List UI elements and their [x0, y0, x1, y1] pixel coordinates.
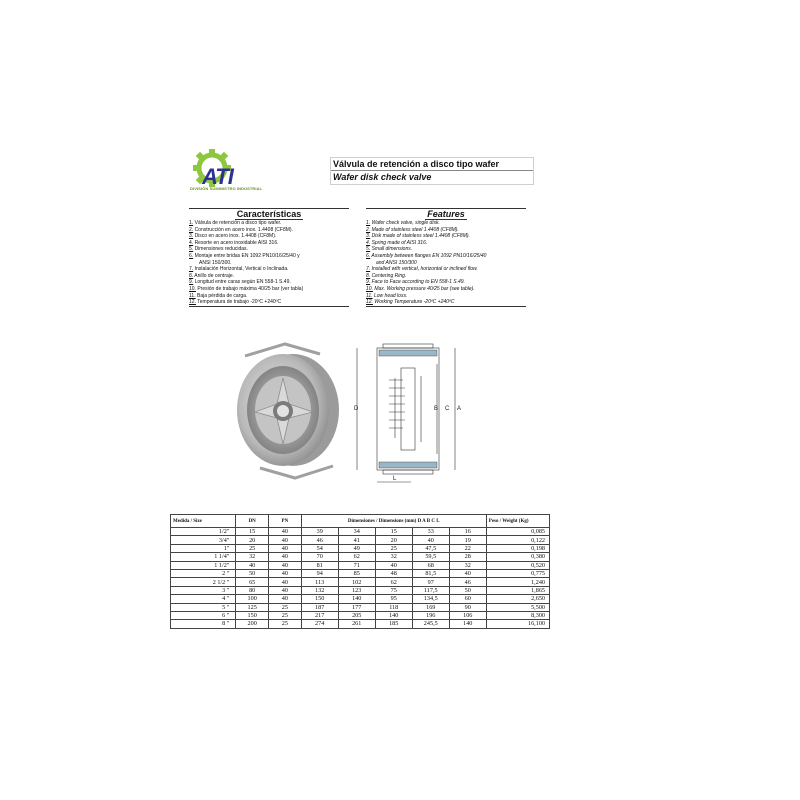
col-size: Medida / Size: [171, 515, 236, 528]
feature-text: Resorte en acero inoxidable AISI 316.: [194, 239, 279, 246]
feature-item: [366, 240, 526, 247]
table-cell: 1": [171, 544, 236, 552]
title-divider: [331, 170, 533, 171]
valve-photo: [225, 338, 345, 480]
table-cell: 80: [236, 586, 269, 594]
table-cell: 245,5: [412, 620, 449, 628]
ati-logo: [192, 148, 262, 190]
feature-number: 8.: [189, 272, 194, 279]
table-cell: 5 ": [171, 603, 236, 611]
table-cell: 94: [301, 569, 338, 577]
table-cell: 40: [269, 536, 302, 544]
feature-number: 7.: [366, 266, 371, 273]
feature-item: [189, 227, 349, 234]
table-cell: 20: [236, 536, 269, 544]
features-english-list: [366, 220, 526, 307]
table-cell: 2 ": [171, 569, 236, 577]
table-cell: 40: [269, 569, 302, 577]
dim-label-d: D: [354, 406, 359, 412]
table-cell: 16,100: [486, 620, 549, 628]
feature-text: Baja pérdida de carga.: [196, 292, 248, 299]
table-cell: 187: [301, 603, 338, 611]
table-cell: 185: [375, 620, 412, 628]
feature-text: Válvula de retención a disco tipo wafer.: [194, 220, 282, 226]
table-cell: 25: [269, 611, 302, 619]
feature-text: Wafer check valve, single disk.: [371, 220, 440, 226]
table-cell: 46: [301, 536, 338, 544]
dim-label-a: A: [457, 406, 462, 412]
dim-label-b: B: [434, 406, 439, 412]
table-cell: 261: [338, 620, 375, 628]
table-cell: 65: [236, 578, 269, 586]
feature-number: 6.: [366, 252, 371, 259]
dim-label-l: L: [393, 476, 397, 482]
table-row: [171, 595, 550, 603]
table-cell: 40: [269, 561, 302, 569]
feature-text: Installed with vertical, horizontal or inclined flow.: [371, 266, 478, 273]
table-cell: 0,085: [486, 528, 549, 536]
feature-item: [189, 240, 349, 247]
table-row: [171, 553, 550, 561]
table-cell: 0,380: [486, 553, 549, 561]
feature-number: 5.: [366, 246, 371, 253]
table-cell: 75: [375, 586, 412, 594]
feature-text: Small dimensions.: [371, 246, 413, 253]
table-cell: 40: [269, 586, 302, 594]
feature-number: 12.: [366, 299, 373, 306]
feature-text: Centering Ring.: [371, 272, 407, 279]
table-cell: 40: [236, 561, 269, 569]
table-cell: 117,5: [412, 586, 449, 594]
table-cell: 0,198: [486, 544, 549, 552]
table-cell: 196: [412, 611, 449, 619]
table-cell: 200: [236, 620, 269, 628]
table-cell: 25: [269, 603, 302, 611]
feature-text: Face to Face according to EN 558-1 S.49.: [371, 279, 465, 286]
table-row: [171, 569, 550, 577]
feature-text: Instalación Horizontal, Vertical o Inclinada.: [194, 266, 289, 273]
dimensions-table: [170, 514, 550, 629]
feature-item: [366, 266, 526, 273]
feature-number: 12.: [189, 299, 196, 306]
table-cell: 1 1/2": [171, 561, 236, 569]
table-cell: 150: [301, 595, 338, 603]
table-row: [171, 528, 550, 536]
table-header-row: [171, 515, 550, 528]
table-cell: 28: [449, 553, 486, 561]
table-cell: 34: [338, 528, 375, 536]
table-cell: 3 ": [171, 586, 236, 594]
table-cell: 40: [269, 578, 302, 586]
table-cell: 140: [375, 611, 412, 619]
features-english-heading: Features: [366, 208, 526, 219]
table-cell: 125: [236, 603, 269, 611]
table-cell: 70: [301, 553, 338, 561]
features-english: [366, 208, 526, 307]
table-cell: 49: [338, 544, 375, 552]
feature-item: [366, 246, 526, 253]
feature-item: [366, 273, 526, 280]
feature-item: [189, 246, 349, 253]
feature-item: [189, 273, 349, 280]
table-cell: 205: [338, 611, 375, 619]
col-pn: PN: [269, 515, 302, 528]
logo-text: ATI: [202, 164, 233, 189]
table-cell: 20: [375, 536, 412, 544]
table-row: [171, 536, 550, 544]
table-cell: 90: [449, 603, 486, 611]
feature-item: [189, 233, 349, 240]
table-cell: 2 1/2 ": [171, 578, 236, 586]
table-cell: 274: [301, 620, 338, 628]
table-row: [171, 561, 550, 569]
feature-item: [189, 260, 349, 267]
title-english: Wafer disk check valve: [333, 172, 432, 182]
feature-text: Disco en acero inox. 1.4408 (CF8M).: [194, 233, 277, 240]
table-cell: 3/4": [171, 536, 236, 544]
table-cell: 22: [449, 544, 486, 552]
feature-item: [366, 227, 526, 234]
table-cell: 102: [338, 578, 375, 586]
feature-text: Longitud entre caras según EN 558-1 S.49.: [194, 279, 291, 286]
feature-item: [189, 220, 349, 227]
table-cell: 134,5: [412, 595, 449, 603]
feature-item: [366, 286, 526, 293]
table-cell: 25: [236, 544, 269, 552]
table-cell: 1/2": [171, 528, 236, 536]
table-row: [171, 620, 550, 628]
feature-text: Construcción en acero inox. 1.4408 (CF8M).: [194, 226, 293, 233]
features-spanish: [189, 208, 349, 307]
table-cell: 118: [375, 603, 412, 611]
table-cell: 100: [236, 595, 269, 603]
feature-text: Assembly between flanges EN 1092 PN10/16/25/40: [371, 252, 487, 259]
table-cell: 85: [338, 569, 375, 577]
feature-item: [366, 220, 526, 227]
table-cell: 60: [449, 595, 486, 603]
table-cell: 8 ": [171, 620, 236, 628]
table-cell: 62: [375, 578, 412, 586]
table-cell: 4 ": [171, 595, 236, 603]
feature-number: 8.: [366, 272, 371, 279]
table-cell: 40: [269, 595, 302, 603]
table-cell: 59,5: [412, 553, 449, 561]
table-row: [171, 603, 550, 611]
feature-number: 6.: [189, 252, 194, 259]
feature-item: [366, 299, 526, 307]
table-cell: 0,122: [486, 536, 549, 544]
feature-item: [189, 299, 349, 307]
feature-number: 5.: [189, 246, 194, 253]
table-cell: 217: [301, 611, 338, 619]
feature-number: 10.: [189, 285, 196, 292]
table-cell: 95: [375, 595, 412, 603]
table-cell: 97: [412, 578, 449, 586]
table-cell: 32: [449, 561, 486, 569]
table-cell: 47,5: [412, 544, 449, 552]
feature-text: ANSI 150/300.: [199, 259, 232, 266]
table-cell: 106: [449, 611, 486, 619]
table-row: [171, 544, 550, 552]
table-cell: 140: [449, 620, 486, 628]
table-cell: 15: [236, 528, 269, 536]
feature-text: Temperatura de trabajo -20ºC +240ºC: [197, 299, 282, 306]
table-cell: 8,300: [486, 611, 549, 619]
feature-item: [366, 260, 526, 267]
col-weight: Peso / Weight (Kg): [486, 515, 549, 528]
table-cell: 40: [269, 544, 302, 552]
table-cell: 32: [236, 553, 269, 561]
table-cell: 39: [301, 528, 338, 536]
feature-item: [366, 253, 526, 260]
feature-text: Anillo de centraje.: [194, 272, 235, 279]
title-box: [330, 157, 534, 185]
valve-drawing: [345, 338, 475, 488]
table-cell: 33: [412, 528, 449, 536]
table-cell: 71: [338, 561, 375, 569]
table-cell: 150: [236, 611, 269, 619]
table-cell: 2,650: [486, 595, 549, 603]
table-cell: 48: [375, 569, 412, 577]
table-cell: 46: [449, 578, 486, 586]
feature-item: [189, 286, 349, 293]
table-cell: 32: [375, 553, 412, 561]
table-cell: 6 ": [171, 611, 236, 619]
table-cell: 50: [236, 569, 269, 577]
logo-subtitle: DIVISIÓN SUMINISTRO INDUSTRIAL: [190, 186, 263, 191]
table-cell: 40: [269, 553, 302, 561]
feature-text: Low head loss.: [373, 292, 408, 299]
table-cell: 81,5: [412, 569, 449, 577]
col-dn: DN: [236, 515, 269, 528]
feature-number: 9.: [189, 279, 194, 286]
table-cell: 1 1/4": [171, 553, 236, 561]
title-spanish: Válvula de retención a disco tipo wafer: [333, 159, 500, 169]
table-cell: 1,865: [486, 586, 549, 594]
table-cell: 68: [412, 561, 449, 569]
table-cell: 113: [301, 578, 338, 586]
feature-number: 9.: [366, 279, 371, 286]
feature-text: Presión de trabajo máxima 40/25 bar (ver tabla): [197, 285, 304, 292]
feature-number: 7.: [189, 266, 194, 273]
feature-text: Max. Working pressure 40/25 bar (see table).: [374, 285, 475, 292]
table-cell: 1,240: [486, 578, 549, 586]
feature-number: 4.: [366, 239, 371, 246]
table-cell: 15: [375, 528, 412, 536]
table-cell: 25: [375, 544, 412, 552]
table-cell: 0,775: [486, 569, 549, 577]
table-cell: 81: [301, 561, 338, 569]
features-spanish-heading: Características: [189, 208, 349, 219]
feature-number: 1.: [366, 220, 371, 226]
feature-text: Dimensiones reducidas.: [194, 246, 248, 253]
table-cell: 40: [412, 536, 449, 544]
table-row: [171, 578, 550, 586]
table-cell: 169: [412, 603, 449, 611]
feature-number: 1.: [189, 220, 194, 226]
feature-text: Working Temperature -20ºC +240ºC: [374, 299, 455, 306]
feature-item: [189, 253, 349, 260]
feature-number: 3.: [189, 233, 194, 240]
feature-number: 11.: [189, 292, 196, 299]
table-cell: 5,500: [486, 603, 549, 611]
table-cell: 40: [269, 528, 302, 536]
features-spanish-list: [189, 220, 349, 307]
table-cell: 41: [338, 536, 375, 544]
table-cell: 62: [338, 553, 375, 561]
feature-number: 3.: [366, 233, 371, 240]
feature-text: Montaje entre bridas EN 1092 PN10/16/25/40 y: [194, 252, 300, 259]
feature-text: and ANSI 150/300: [376, 259, 417, 266]
table-cell: 25: [269, 620, 302, 628]
table-cell: 16: [449, 528, 486, 536]
dim-label-c: C: [445, 406, 450, 412]
table-cell: 123: [338, 586, 375, 594]
feature-text: Made of stainless steel 1.4408 (CF8M).: [371, 226, 459, 233]
col-dimensions: Dimensiones / Dimensions (mm) D A B C L: [301, 515, 486, 528]
table-cell: 132: [301, 586, 338, 594]
table-cell: 177: [338, 603, 375, 611]
feature-text: Disk made of stainless steel 1.4408 (CF8M).: [371, 233, 470, 240]
feature-number: 2.: [189, 226, 194, 233]
feature-item: [189, 293, 349, 300]
table-row: [171, 611, 550, 619]
feature-item: [189, 279, 349, 286]
table-cell: 40: [375, 561, 412, 569]
feature-number: 2.: [366, 226, 371, 233]
feature-item: [366, 293, 526, 300]
table-cell: 0,520: [486, 561, 549, 569]
table-row: [171, 586, 550, 594]
table-cell: 40: [449, 569, 486, 577]
feature-text: Spring made of AISI 316.: [371, 239, 428, 246]
feature-number: 11.: [366, 292, 373, 299]
table-cell: 50: [449, 586, 486, 594]
feature-item: [189, 266, 349, 273]
feature-number: 4.: [189, 239, 194, 246]
feature-number: 10.: [366, 285, 373, 292]
feature-item: [366, 233, 526, 240]
feature-item: [366, 279, 526, 286]
table-cell: 54: [301, 544, 338, 552]
table-cell: 19: [449, 536, 486, 544]
table-cell: 140: [338, 595, 375, 603]
